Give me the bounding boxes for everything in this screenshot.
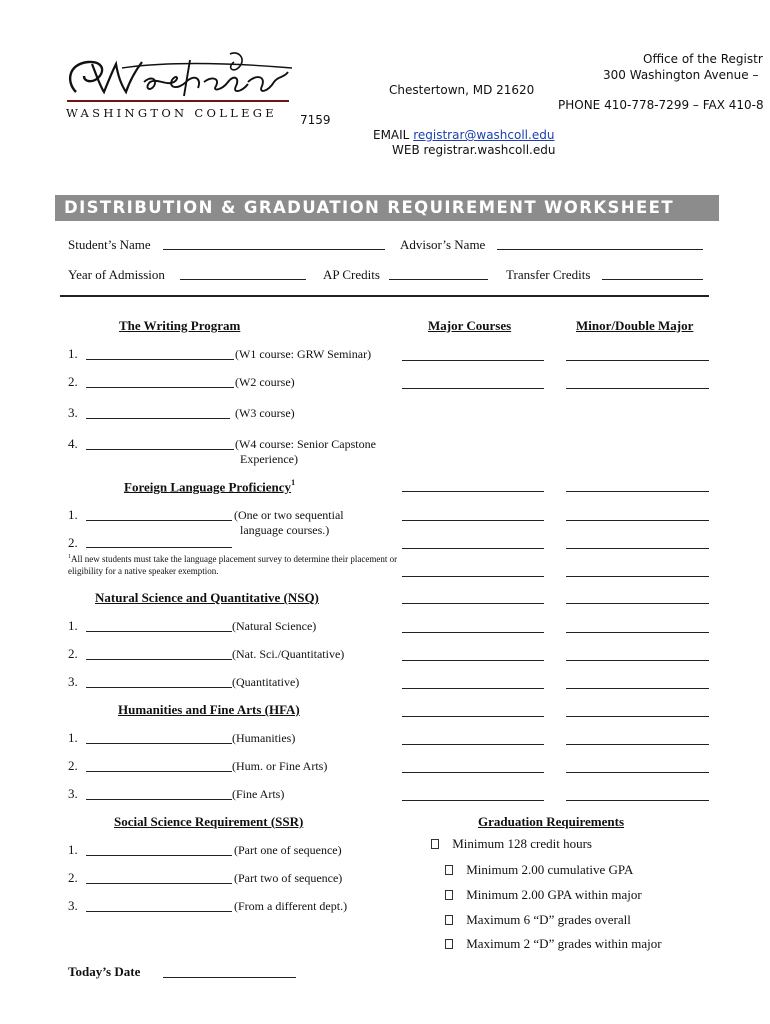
major-course-field[interactable] (402, 772, 544, 773)
transfer-credits-label: Transfer Credits (506, 267, 591, 282)
major-course-field[interactable] (402, 576, 544, 577)
major-course-field[interactable] (402, 688, 544, 689)
language-footnote (68, 551, 398, 577)
language-heading: Foreign Language Proficiency (124, 479, 292, 495)
email-link[interactable]: registrar@washcoll.edu (413, 128, 555, 142)
hfa-item-number: 2. (68, 758, 78, 773)
major-course-field[interactable] (402, 491, 544, 492)
nsq-item-note: (Natural Science) (232, 619, 317, 633)
year-admission-field[interactable] (180, 279, 306, 280)
ssr-item-note: (Part one of sequence) (234, 843, 342, 857)
nsq-item-number: 2. (68, 646, 78, 661)
hfa-item-note: (Humanities) (232, 731, 296, 745)
major-course-field[interactable] (402, 388, 544, 389)
ap-credits-field[interactable] (389, 279, 488, 280)
minor-course-field[interactable] (566, 716, 709, 717)
hfa-course-2-field[interactable] (86, 771, 232, 772)
hfa-item-number: 3. (68, 786, 78, 801)
minor-course-field[interactable] (566, 800, 709, 801)
writing-item-note: (W4 course: Senior Capstone (235, 437, 376, 451)
writing-program-heading: The Writing Program (119, 318, 241, 333)
minor-course-field[interactable] (566, 360, 709, 361)
writing-item-number: 1. (68, 346, 78, 361)
writing-item-number: 2. (68, 374, 78, 389)
hfa-item-number: 1. (68, 730, 78, 745)
writing-w4-field[interactable] (86, 449, 234, 450)
ssr-course-1-field[interactable] (86, 855, 232, 856)
minor-course-field[interactable] (566, 520, 709, 521)
logo-college-name: WASHINGTON COLLEGE (66, 106, 277, 120)
minor-course-field[interactable] (566, 576, 709, 577)
major-course-field[interactable] (402, 360, 544, 361)
grad-req-text: Minimum 2.00 cumulative GPA (466, 862, 634, 877)
ssr-item-number: 1. (68, 842, 78, 857)
student-name-field[interactable] (163, 249, 385, 250)
writing-w3-field[interactable] (86, 418, 230, 419)
grad-req-text: Maximum 6 “D” grades overall (466, 912, 631, 927)
fax-tail: 7159 (300, 113, 331, 127)
language-item-number: 2. (68, 535, 78, 550)
language-item-note: (One or two sequential (234, 508, 344, 522)
minor-course-field[interactable] (566, 744, 709, 745)
logo-rule (67, 100, 289, 102)
todays-date-label: Today’s Date (68, 964, 141, 979)
hfa-heading: Humanities and Fine Arts (HFA) (118, 702, 300, 717)
signature-logo-icon (62, 52, 294, 104)
grad-req-item (445, 936, 662, 952)
ssr-course-3-field[interactable] (86, 911, 232, 912)
language-heading-sup: 1 (291, 478, 296, 487)
major-course-field[interactable] (402, 660, 544, 661)
checkbox-icon[interactable] (445, 890, 453, 900)
ssr-item-number: 2. (68, 870, 78, 885)
grad-req-text: Minimum 128 credit hours (452, 836, 592, 851)
major-course-field[interactable] (402, 603, 544, 604)
major-course-field[interactable] (402, 520, 544, 521)
major-courses-heading: Major Courses (428, 318, 512, 333)
ssr-item-note: (From a different dept.) (234, 899, 348, 913)
checkbox-icon[interactable] (445, 915, 453, 925)
minor-double-major-heading: Minor/Double Major (576, 318, 694, 333)
minor-course-field[interactable] (566, 491, 709, 492)
writing-w2-field[interactable] (86, 387, 234, 388)
footnote-mark: 1 (68, 554, 71, 560)
footnote-text: All new students must take the language placement survey to determine their placement or eligibility for a native speaker exemption. (68, 554, 398, 576)
grad-req-item (431, 836, 592, 852)
minor-course-field[interactable] (566, 632, 709, 633)
minor-course-field[interactable] (566, 548, 709, 549)
hfa-course-3-field[interactable] (86, 799, 232, 800)
minor-course-field[interactable] (566, 660, 709, 661)
writing-item-note: (W3 course) (235, 406, 295, 420)
section-divider (60, 295, 709, 297)
email-line (373, 128, 554, 142)
graduation-requirements-heading: Graduation Requirements (478, 814, 625, 829)
hfa-item-note: (Fine Arts) (232, 787, 285, 801)
ssr-course-2-field[interactable] (86, 883, 232, 884)
minor-course-field[interactable] (566, 603, 709, 604)
writing-item-number: 3. (68, 405, 78, 420)
year-admission-label: Year of Admission (68, 267, 165, 282)
ap-credits-label: AP Credits (323, 267, 380, 282)
address-street: 300 Washington Avenue – (603, 68, 759, 82)
nsq-course-1-field[interactable] (86, 631, 232, 632)
advisor-name-field[interactable] (497, 249, 703, 250)
hfa-item-note: (Hum. or Fine Arts) (232, 759, 328, 773)
minor-course-field[interactable] (566, 688, 709, 689)
nsq-item-number: 3. (68, 674, 78, 689)
language-course-2-field[interactable] (86, 547, 232, 548)
major-course-field[interactable] (402, 744, 544, 745)
minor-course-field[interactable] (566, 388, 709, 389)
web-address: WEB registrar.washcoll.edu (392, 143, 556, 157)
email-label: EMAIL (373, 128, 410, 142)
major-course-field[interactable] (402, 548, 544, 549)
language-item-note-cont: language courses.) (240, 523, 330, 537)
address-city: Chestertown, MD 21620 (389, 83, 535, 97)
grad-req-text: Maximum 2 “D” grades within major (466, 936, 662, 951)
major-course-field[interactable] (402, 632, 544, 633)
nsq-heading: Natural Science and Quantitative (NSQ) (95, 590, 319, 605)
writing-item-number: 4. (68, 436, 78, 451)
language-item-number: 1. (68, 507, 78, 522)
language-heading-wrap (124, 478, 295, 496)
phone-fax: PHONE 410-778-7299 – FAX 410-8 (558, 98, 764, 112)
checkbox-icon[interactable] (431, 839, 439, 849)
writing-item-note: (W1 course: GRW Seminar) (235, 347, 372, 361)
transfer-credits-field[interactable] (602, 279, 703, 280)
grad-req-text: Minimum 2.00 GPA within major (466, 887, 642, 902)
grad-req-item (445, 862, 633, 878)
writing-item-note: (W2 course) (235, 375, 295, 389)
worksheet-title-banner (55, 195, 719, 221)
writing-item-note-cont: Experience) (240, 452, 298, 466)
major-course-field[interactable] (402, 716, 544, 717)
grad-req-item (445, 912, 631, 928)
nsq-item-note: (Quantitative) (232, 675, 300, 689)
writing-w1-field[interactable] (86, 359, 234, 360)
ssr-item-note: (Part two of sequence) (234, 871, 343, 885)
nsq-course-3-field[interactable] (86, 687, 232, 688)
major-course-field[interactable] (402, 800, 544, 801)
checkbox-icon[interactable] (445, 939, 453, 949)
minor-course-field[interactable] (566, 772, 709, 773)
office-name: Office of the Registr (643, 52, 763, 66)
advisor-name-label: Advisor’s Name (400, 237, 486, 252)
nsq-item-number: 1. (68, 618, 78, 633)
grad-req-item (445, 887, 642, 903)
ssr-heading: Social Science Requirement (SSR) (114, 814, 304, 829)
todays-date-field[interactable] (163, 977, 296, 978)
nsq-item-note: (Nat. Sci./Quantitative) (232, 647, 345, 661)
checkbox-icon[interactable] (445, 865, 453, 875)
worksheet-title: DISTRIBUTION & GRADUATION REQUIREMENT WORKSHEET (64, 198, 674, 217)
language-course-1-field[interactable] (86, 520, 232, 521)
student-name-label: Student’s Name (68, 237, 151, 252)
nsq-course-2-field[interactable] (86, 659, 232, 660)
ssr-item-number: 3. (68, 898, 78, 913)
hfa-course-1-field[interactable] (86, 743, 232, 744)
